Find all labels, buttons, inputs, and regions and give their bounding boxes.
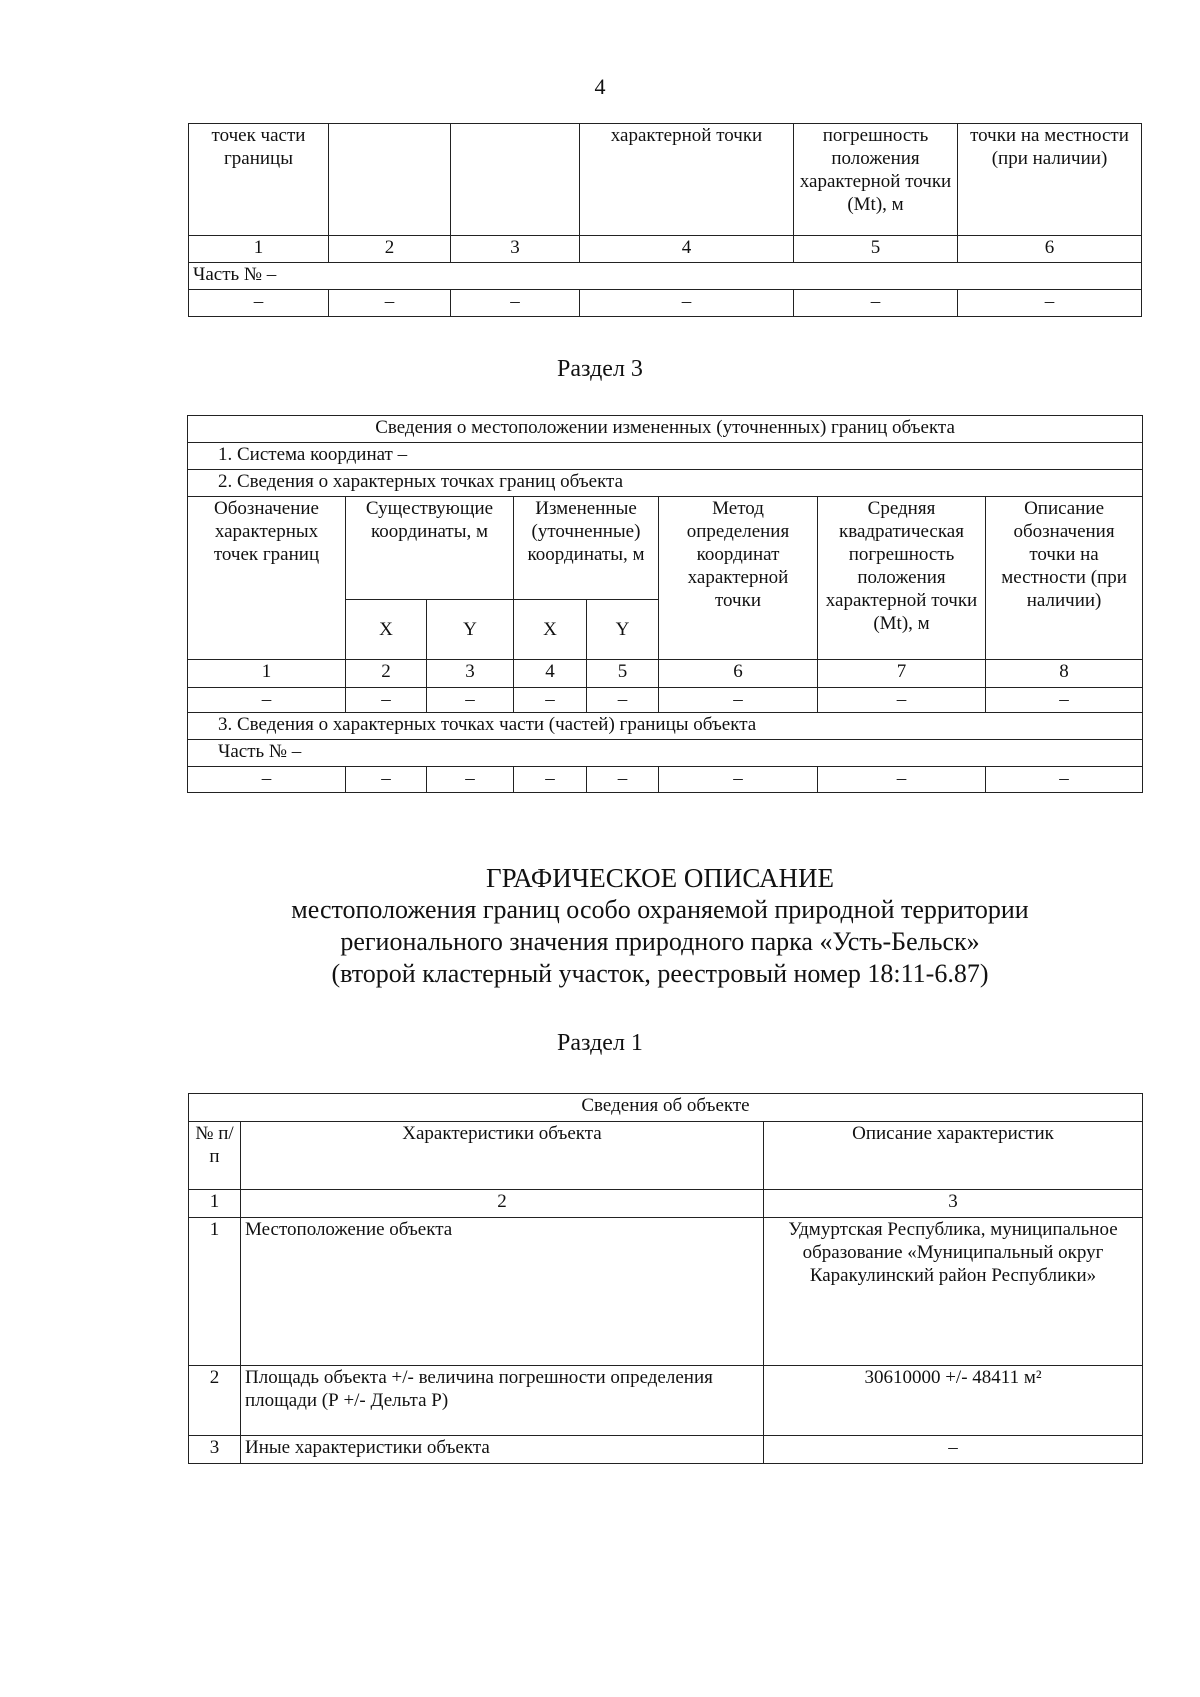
title-line-2: местоположения границ особо охраняемой природной территории xyxy=(291,895,1029,924)
column-number: 2 xyxy=(346,660,427,688)
coordinate-system-row: 1. Система координат – xyxy=(188,443,1143,470)
column-number: 3 xyxy=(451,236,580,263)
empty-cell: – xyxy=(346,767,427,793)
empty-cell: – xyxy=(587,767,659,793)
row-characteristic: Площадь объекта +/- величина погрешности определения площади (Р +/- Дельта Р) xyxy=(241,1366,764,1436)
description-header: Описание характеристик xyxy=(764,1122,1143,1190)
part-points-row: 3. Сведения о характерных точках части (частей) границы объекта xyxy=(188,713,1143,740)
column-number: 4 xyxy=(580,236,794,263)
column-number: 1 xyxy=(189,1190,241,1218)
section3-heading: Раздел 3 xyxy=(557,356,643,382)
empty-cell: – xyxy=(958,290,1142,317)
column-number: 3 xyxy=(764,1190,1143,1218)
y-header: Y xyxy=(427,600,514,660)
empty-cell: – xyxy=(514,767,587,793)
top-header-cell: точек части границы xyxy=(189,124,329,236)
empty-cell: – xyxy=(659,767,818,793)
column-number: 2 xyxy=(329,236,451,263)
empty-cell: – xyxy=(188,767,346,793)
method-header: Метод определения координат характерной точки xyxy=(659,497,818,660)
section3-number-row xyxy=(188,660,1143,688)
top-header-cell xyxy=(451,124,580,236)
mean-error-header: Средняя квадратическая погрешность положения характерной точки (Mt), м xyxy=(818,497,986,660)
existing-coordinates-header: Существующие координаты, м xyxy=(346,497,514,600)
column-number: 3 xyxy=(427,660,514,688)
column-number: 4 xyxy=(514,660,587,688)
empty-cell: – xyxy=(451,290,580,317)
top-header-cell: погрешность положения характерной точки (Mt), м xyxy=(794,124,958,236)
empty-cell: – xyxy=(514,688,587,713)
row-characteristic: Местоположение объекта xyxy=(241,1218,764,1366)
row-number: 1 xyxy=(189,1218,241,1366)
section3-table xyxy=(187,415,1143,793)
top-header-cell: характерной точки xyxy=(580,124,794,236)
row-description: – xyxy=(764,1436,1143,1464)
empty-cell: – xyxy=(329,290,451,317)
section1-heading: Раздел 1 xyxy=(557,1030,643,1056)
section1-number-row xyxy=(189,1190,1143,1218)
column-number: 5 xyxy=(794,236,958,263)
title-line-3: регионального значения природного парка «Усть-Бельск» xyxy=(340,927,980,956)
top-header-cell: точки на местности (при наличии) xyxy=(958,124,1142,236)
table-row xyxy=(189,1366,1143,1436)
title-line-1: ГРАФИЧЕСКОЕ ОПИСАНИЕ xyxy=(485,863,835,893)
characteristics-header: Характеристики объекта xyxy=(241,1122,764,1190)
part-label: Часть № – xyxy=(188,740,1143,767)
empty-cell: – xyxy=(818,767,986,793)
row-number: 2 xyxy=(189,1366,241,1436)
column-number: 1 xyxy=(188,660,346,688)
empty-cell: – xyxy=(580,290,794,317)
top-header-cell xyxy=(329,124,451,236)
row-description: 30610000 +/- 48411 м² xyxy=(764,1366,1143,1436)
document-title xyxy=(160,862,1160,990)
points-designation-header: Обозначение характерных точек границ xyxy=(188,497,346,660)
changed-coordinates-header: Измененные (уточненные) координаты, м xyxy=(514,497,659,600)
column-number: 6 xyxy=(958,236,1142,263)
column-number: 1 xyxy=(189,236,329,263)
table-row xyxy=(189,1436,1143,1464)
empty-cell: – xyxy=(189,290,329,317)
y-header: Y xyxy=(587,600,659,660)
column-number: 2 xyxy=(241,1190,764,1218)
section3-table-title: Сведения о местоположении измененных (уточненных) границ объекта xyxy=(188,416,1143,443)
column-number: 8 xyxy=(986,660,1143,688)
part-label: Часть № – xyxy=(189,263,1142,290)
empty-cell: – xyxy=(986,767,1143,793)
section3-empty-row-2 xyxy=(188,767,1143,793)
table-row xyxy=(189,1218,1143,1366)
empty-cell: – xyxy=(427,688,514,713)
column-number: 7 xyxy=(818,660,986,688)
x-header: X xyxy=(514,600,587,660)
empty-cell: – xyxy=(659,688,818,713)
section1-table xyxy=(188,1093,1143,1464)
empty-cell: – xyxy=(587,688,659,713)
empty-cell: – xyxy=(986,688,1143,713)
empty-cell: – xyxy=(794,290,958,317)
section1-table-title: Сведения об объекте xyxy=(189,1094,1143,1122)
point-description-header: Описание обозначения точки на местности (при наличии) xyxy=(986,497,1143,660)
column-number: 5 xyxy=(587,660,659,688)
empty-cell: – xyxy=(427,767,514,793)
x-header: X xyxy=(346,600,427,660)
row-number: 3 xyxy=(189,1436,241,1464)
row-description: Удмуртская Республика, муниципальное образование «Муниципальный округ Каракулинский район Республики» xyxy=(764,1218,1143,1366)
characteristic-points-row: 2. Сведения о характерных точках границ объекта xyxy=(188,470,1143,497)
top-table-header-row xyxy=(189,124,1142,236)
top-table xyxy=(188,123,1142,317)
empty-cell: – xyxy=(188,688,346,713)
number-header: № п/п xyxy=(189,1122,241,1190)
top-table-empty-row xyxy=(189,290,1142,317)
empty-cell: – xyxy=(818,688,986,713)
page-number: 4 xyxy=(594,74,606,99)
empty-cell: – xyxy=(346,688,427,713)
title-line-4: (второй кластерный участок, реестровый номер 18:11-6.87) xyxy=(331,959,989,988)
top-table-number-row xyxy=(189,236,1142,263)
row-characteristic: Иные характеристики объекта xyxy=(241,1436,764,1464)
column-number: 6 xyxy=(659,660,818,688)
section3-empty-row xyxy=(188,688,1143,713)
